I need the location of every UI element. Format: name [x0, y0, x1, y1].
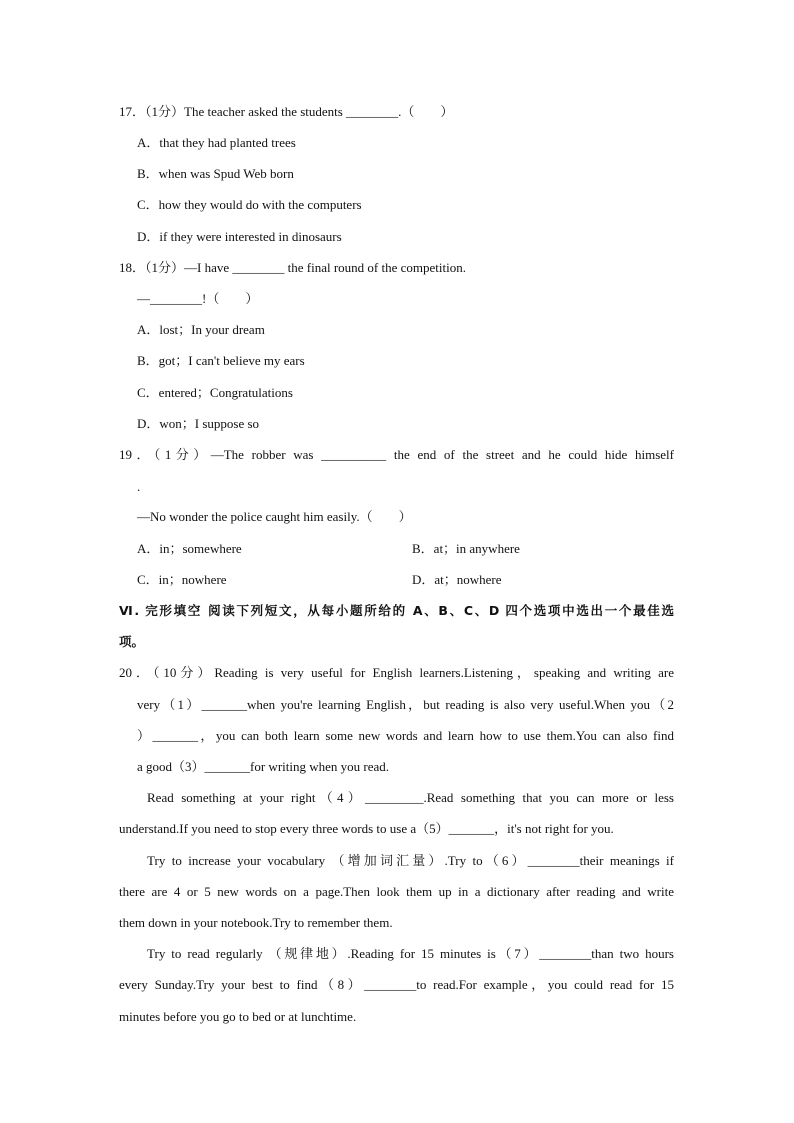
passage-line: there are 4 or 5 new words on a page.Then look them up in a dictionary after reading and write: [119, 884, 674, 899]
question-19-option-d: D．at；nowhere: [412, 572, 502, 587]
passage-line: Try to increase your vocabulary （增加词汇量）.Try to（6）________their meanings if: [147, 853, 674, 868]
passage-line: Read something at your right（4）_________.Read something that you can more or less: [147, 790, 674, 805]
passage-line: Try to read regularly （规律地）.Reading for 15 minutes is（7）________than two hours: [147, 946, 674, 961]
question-19-stem: 19．（1分）—The robber was __________ the end of the street and he could hide himself: [119, 447, 674, 462]
question-17-stem: 17．（1分）The teacher asked the students ________.（ ）: [119, 104, 454, 119]
section-heading: Ⅵ. 完形填空 阅读下列短文，从每小题所给的 A、B、C、D 四个选项中选出一个最佳选: [119, 603, 674, 618]
question-19-stem-reply: —No wonder the police caught him easily.（ ）: [137, 509, 412, 524]
passage-line: a good（3）_______for writing when you read.: [137, 759, 390, 774]
question-19-option-b: B．at；in anywhere: [412, 541, 520, 556]
passage-line: understand.If you need to stop every three words to use a（5）_______，it's not right for you.: [119, 821, 614, 836]
passage-line: minutes before you go to bed or at lunchtime.: [119, 1009, 357, 1024]
section-heading-continuation: 项。: [119, 634, 145, 649]
question-17-option-c: C．how they would do with the computers: [137, 197, 362, 212]
question-18-option-c: C．entered；Congratulations: [137, 385, 293, 400]
question-18-stem: 18．（1分）—I have ________ the final round of the competition.: [119, 260, 466, 275]
question-17-option-d: D．if they were interested in dinosaurs: [137, 229, 342, 244]
passage-line: 20．（10分）Reading is very useful for English learners.Listening，speaking and writing are: [119, 665, 674, 680]
question-19-option-a: A．in；somewhere: [137, 541, 242, 556]
question-18-stem-reply: —________!（ ）: [137, 291, 259, 306]
question-17-option-a: A．that they had planted trees: [137, 135, 296, 150]
question-18-option-a: A．lost；In your dream: [137, 322, 265, 337]
question-18-option-b: B．got；I can't believe my ears: [137, 353, 305, 368]
question-17-option-b: B．when was Spud Web born: [137, 166, 294, 181]
question-18-option-d: D．won；I suppose so: [137, 416, 260, 431]
passage-line: every Sunday.Try your best to find（8）________to read.For example，you could read for 15: [119, 977, 674, 992]
question-19-option-c: C．in；nowhere: [137, 572, 227, 587]
passage-line: them down in your notebook.Try to remember them.: [119, 915, 393, 930]
question-19-stem-continuation: .: [137, 479, 141, 494]
passage-line: ）_______，you can both learn some new words and learn how to use them.You can also find: [137, 728, 674, 743]
passage-line: very（1）_______when you're learning English，but reading is also very useful.When you（2: [137, 697, 674, 712]
